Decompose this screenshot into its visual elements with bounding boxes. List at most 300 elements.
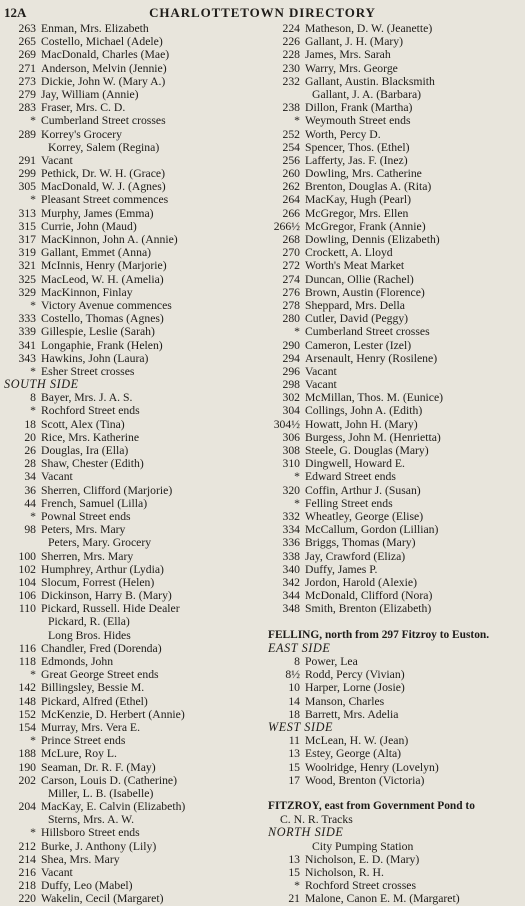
cross-street-note	[4, 668, 259, 681]
directory-entry	[4, 273, 259, 286]
house-number: 279	[18, 87, 36, 101]
entry-text: Murphy, James (Emma)	[41, 206, 154, 220]
house-number: *	[30, 364, 36, 378]
directory-entry	[4, 536, 259, 549]
directory-entry	[4, 655, 259, 668]
house-number: 18	[24, 417, 36, 431]
house-number: 102	[18, 562, 36, 576]
house-number: 220	[18, 892, 36, 906]
cross-street-note	[4, 365, 259, 378]
house-number: 333	[18, 312, 36, 326]
house-number: 298	[282, 378, 300, 392]
house-number: 315	[18, 219, 36, 233]
entry-text: Rice, Mrs. Katherine	[41, 430, 140, 444]
entry-text: Douglas, Ira (Ella)	[41, 444, 129, 457]
entry-text: C. N. R. Tracks	[280, 813, 353, 827]
house-number: 252	[282, 127, 300, 141]
directory-entry	[268, 404, 523, 417]
entry-text: Pethick, Dr. W. H. (Grace)	[41, 167, 165, 181]
house-number: 332	[282, 509, 300, 523]
directory-entry	[268, 589, 523, 602]
entry-text: Wood, Brenton (Victoria)	[305, 773, 425, 787]
directory-entry	[4, 761, 259, 774]
house-number: 100	[18, 549, 36, 563]
directory-entry	[4, 154, 259, 167]
entry-text: Brenton, Douglas A. (Rita)	[305, 180, 432, 194]
house-number: 329	[18, 285, 36, 299]
entry-text: McGregor, Frank (Annie)	[305, 219, 426, 233]
house-number: 339	[18, 325, 36, 339]
entry-text: Edmonds, John	[41, 655, 114, 668]
directory-entry	[268, 708, 523, 721]
entry-text: Dowling, Dennis (Elizabeth)	[305, 233, 440, 246]
directory-entry	[268, 576, 523, 589]
house-number: 336	[282, 536, 300, 550]
directory-entry	[268, 273, 523, 286]
entry-text: Felling Street ends	[305, 496, 393, 510]
entry-text: Vacant	[41, 866, 73, 879]
section-heading	[268, 826, 523, 839]
directory-entry	[268, 48, 523, 61]
entry-text: Edward Street ends	[305, 470, 396, 484]
directory-entry	[4, 444, 259, 457]
entry-text: MacKinnon, John A. (Annie)	[41, 233, 178, 246]
entry-text: Sheppard, Mrs. Della	[305, 298, 405, 312]
directory-entry	[268, 22, 523, 35]
house-number: 110	[18, 602, 36, 616]
directory-entry	[4, 75, 259, 88]
directory-entry	[4, 101, 259, 114]
house-number: 320	[282, 483, 300, 497]
entry-text: Harper, Lorne (Josie)	[305, 681, 405, 695]
entry-text: Crockett, A. Lloyd	[305, 246, 393, 260]
entry-text: Malone, Canon E. M. (Margaret)	[305, 892, 460, 906]
directory-entry	[4, 233, 259, 246]
directory-entry	[4, 892, 259, 905]
directory-entry	[268, 444, 523, 457]
house-number: 226	[282, 35, 300, 49]
entry-text: Pickard, Alfred (Ethel)	[41, 694, 148, 708]
entry-text: Burke, J. Anthony (Lily)	[41, 839, 157, 853]
directory-entry	[268, 220, 523, 233]
page-number: 12A	[4, 5, 27, 20]
house-number: 306	[282, 430, 300, 444]
entry-text: French, Samuel (Lilla)	[41, 496, 148, 510]
directory-entry	[268, 774, 523, 787]
directory-entry	[268, 75, 523, 88]
entry-text: Anderson, Melvin (Jennie)	[41, 61, 167, 75]
house-number: 238	[282, 101, 300, 115]
house-number: 154	[18, 720, 36, 734]
entry-text: Carson, Louis D. (Catherine)	[41, 773, 177, 787]
entry-text: Nicholson, E. D. (Mary)	[305, 852, 420, 866]
directory-entry	[268, 431, 523, 444]
entry-text: Worth's Meat Market	[305, 259, 405, 273]
page-title: CHARLOTTETOWN DIRECTORY	[149, 5, 376, 20]
house-number: 116	[18, 641, 36, 655]
house-number: 341	[18, 338, 36, 352]
directory-entry	[268, 141, 523, 154]
house-number: *	[294, 325, 300, 339]
directory-entry	[4, 523, 259, 536]
house-number: 270	[282, 246, 300, 260]
house-number: 302	[282, 391, 300, 405]
entry-text: EAST SIDE	[268, 641, 331, 655]
entry-text: Lafferty, Jas. F. (Inez)	[305, 153, 408, 167]
entry-text: Korrey's Grocery	[41, 127, 122, 141]
house-number: 348	[282, 602, 300, 616]
house-number: *	[30, 734, 36, 748]
house-number: 26	[24, 444, 36, 457]
directory-entry	[268, 655, 523, 668]
house-number: 8½	[285, 668, 300, 682]
directory-entry	[268, 154, 523, 167]
entry-text: Murray, Mrs. Vera E.	[41, 720, 140, 734]
directory-entry	[4, 576, 259, 589]
house-number: 338	[282, 549, 300, 563]
entry-text: Jordon, Harold (Alexie)	[305, 575, 417, 589]
entry-text: Wheatley, George (Elise)	[305, 509, 424, 523]
house-number: 310	[282, 457, 300, 471]
directory-entry	[4, 497, 259, 510]
house-number: *	[294, 114, 300, 128]
cross-street-note	[4, 734, 259, 747]
house-number: 291	[18, 153, 36, 167]
house-number: 289	[18, 127, 36, 141]
cross-street-note	[4, 114, 259, 127]
directory-entry	[4, 352, 259, 365]
directory-entry	[4, 615, 259, 628]
entry-text: Jay, William (Annie)	[41, 87, 139, 101]
house-number: 188	[18, 747, 36, 761]
entry-text: Duffy, James P.	[305, 562, 378, 576]
house-number: 36	[24, 483, 36, 497]
directory-entry	[268, 418, 523, 431]
directory-entry	[268, 128, 523, 141]
entry-text: Great George Street ends	[41, 668, 159, 682]
entry-text: Vacant	[41, 470, 73, 484]
section-heading	[4, 378, 259, 391]
directory-entry	[268, 207, 523, 220]
entry-text: Woolridge, Henry (Lovelyn)	[305, 760, 439, 774]
house-number: 256	[282, 153, 300, 167]
directory-entry	[268, 339, 523, 352]
directory-entry	[268, 101, 523, 114]
house-number: 264	[282, 193, 300, 207]
entry-text: Arsenault, Henry (Rosilene)	[305, 351, 438, 365]
directory-entry	[268, 365, 523, 378]
entry-text: James, Mrs. Sarah	[305, 48, 391, 62]
directory-entry	[4, 431, 259, 444]
house-number: 34	[24, 470, 36, 484]
directory-entry	[4, 325, 259, 338]
entry-text: Worth, Percy D.	[305, 127, 381, 141]
entry-text: Gallant, Austin. Blacksmith	[305, 74, 435, 88]
entry-text: SOUTH SIDE	[4, 378, 79, 392]
directory-entry	[268, 892, 523, 905]
entry-text: Scott, Alex (Tina)	[41, 417, 125, 431]
house-number: 13	[288, 747, 300, 761]
house-number: 308	[282, 444, 300, 457]
page-header	[4, 5, 521, 21]
house-number: 8	[30, 391, 36, 405]
directory-entry	[4, 207, 259, 220]
house-number: 317	[18, 233, 36, 246]
entry-text: Cutler, David (Peggy)	[305, 312, 409, 326]
entry-text: Hillsboro Street ends	[41, 826, 140, 840]
house-number: *	[30, 404, 36, 418]
entry-text: NORTH SIDE	[268, 826, 344, 840]
entry-text: Long Bros. Hides	[48, 628, 131, 642]
entry-text: Dickinson, Harry B. (Mary)	[41, 589, 172, 603]
house-number: *	[30, 114, 36, 128]
entry-text: Coffin, Arthur J. (Susan)	[305, 483, 421, 497]
entry-text: Pownal Street ends	[41, 509, 131, 523]
house-number: 268	[282, 233, 300, 246]
entry-text: Briggs, Thomas (Mary)	[305, 536, 416, 550]
directory-entry	[4, 813, 259, 826]
house-number: *	[294, 879, 300, 893]
directory-entry	[268, 840, 523, 853]
house-number: 272	[282, 259, 300, 273]
cross-street-note	[268, 879, 523, 892]
entry-text: MacDonald, W. J. (Agnes)	[41, 180, 166, 194]
entry-text: Pickard, R. (Ella)	[48, 615, 130, 629]
directory-entry	[4, 141, 259, 154]
house-number: 269	[18, 48, 36, 62]
directory-entry	[4, 681, 259, 694]
street-heading	[268, 629, 523, 642]
entry-text: Dowling, Mrs. Catherine	[305, 167, 422, 181]
cross-street-note	[4, 826, 259, 839]
entry-text: Weymouth Street ends	[305, 114, 411, 128]
entry-text: MacKay, Hugh (Pearl)	[305, 193, 412, 207]
directory-entry	[268, 681, 523, 694]
house-number: 254	[282, 140, 300, 154]
directory-entry	[4, 418, 259, 431]
entry-text: Estey, George (Alta)	[305, 747, 402, 761]
entry-text: Peters, Mrs. Mary	[41, 523, 126, 537]
entry-text: Cumberland Street crosses	[305, 325, 430, 339]
directory-entry	[268, 88, 523, 101]
house-number: 304	[282, 404, 300, 418]
house-number: 334	[282, 523, 300, 537]
house-number: *	[30, 298, 36, 312]
directory-entry	[4, 246, 259, 259]
entry-text: Slocum, Forrest (Helen)	[41, 575, 155, 589]
house-number: 152	[18, 707, 36, 721]
entry-text: Steele, G. Douglas (Mary)	[305, 444, 429, 457]
house-number: 319	[18, 246, 36, 260]
entry-text: McMillan, Thos. M. (Eunice)	[305, 391, 444, 405]
house-number: 265	[18, 35, 36, 49]
entry-text: MacKay, E. Calvin (Elizabeth)	[41, 800, 186, 814]
directory-entry	[4, 484, 259, 497]
house-number: 104	[18, 575, 36, 589]
directory-entry	[268, 523, 523, 536]
entry-text: Costello, Michael (Adele)	[41, 35, 163, 49]
house-number: 190	[18, 760, 36, 774]
entry-text: McLure, Roy L.	[41, 747, 117, 761]
directory-entry	[4, 312, 259, 325]
house-number: 98	[24, 523, 36, 537]
entry-text: Burgess, John M. (Henrietta)	[305, 430, 441, 444]
directory-entry	[4, 220, 259, 233]
directory-entry	[268, 62, 523, 75]
directory-entry	[268, 536, 523, 549]
house-number: 290	[282, 338, 300, 352]
directory-entry	[268, 563, 523, 576]
entry-text: Miller, L. B. (Isabelle)	[48, 786, 154, 800]
house-number: 118	[18, 655, 36, 668]
directory-entry	[4, 629, 259, 642]
house-number: 216	[18, 866, 36, 879]
cross-street-note	[4, 193, 259, 206]
entry-text: Wakelin, Cecil (Margaret)	[41, 892, 164, 906]
directory-entry	[4, 470, 259, 483]
house-number: 263	[18, 22, 36, 35]
entry-text: Chandler, Fred (Dorenda)	[41, 641, 162, 655]
entry-text: City Pumping Station	[312, 839, 414, 853]
entry-text: Cameron, Lester (Izel)	[305, 338, 412, 352]
directory-entry	[268, 695, 523, 708]
directory-entry	[268, 180, 523, 193]
directory-entry	[268, 866, 523, 879]
house-number: *	[30, 826, 36, 840]
directory-entry	[4, 879, 259, 892]
directory-entry	[268, 853, 523, 866]
entry-text: Cumberland Street crosses	[41, 114, 166, 128]
house-number: 305	[18, 180, 36, 194]
directory-entry	[4, 167, 259, 180]
directory-entry	[4, 774, 259, 787]
directory-entry	[4, 550, 259, 563]
directory-entry	[268, 457, 523, 470]
entry-text: Currie, John (Maud)	[41, 219, 137, 233]
entry-text: Gallant, J. H. (Mary)	[305, 35, 404, 49]
house-number: 204	[18, 800, 36, 814]
entry-text: Korrey, Salem (Regina)	[48, 140, 160, 154]
directory-entry	[268, 312, 523, 325]
spacer	[268, 787, 523, 800]
directory-entry	[4, 88, 259, 101]
directory-entry	[4, 563, 259, 576]
entry-text: Smith, Brenton (Elizabeth)	[305, 602, 432, 616]
entry-text: Power, Lea	[305, 655, 358, 668]
entry-text: McKenzie, D. Herbert (Annie)	[41, 707, 185, 721]
directory-entry	[268, 484, 523, 497]
house-number: 10	[288, 681, 300, 695]
directory-entry	[4, 286, 259, 299]
entry-text: Manson, Charles	[305, 694, 385, 708]
entry-text: Spencer, Thos. (Ethel)	[305, 140, 410, 154]
house-number: 325	[18, 272, 36, 286]
entry-text: McGregor, Mrs. Ellen	[305, 206, 409, 220]
entry-text: FITZROY, east from Government Pond to	[268, 800, 475, 813]
entry-text: WEST SIDE	[268, 720, 334, 734]
entry-text: Howatt, John H. (Mary)	[305, 417, 418, 431]
entry-text: Enman, Mrs. Elizabeth	[41, 22, 149, 35]
house-number: 148	[18, 694, 36, 708]
house-number: 202	[18, 773, 36, 787]
entry-text: Billingsley, Bessie M.	[41, 681, 145, 695]
entry-text: Matheson, D. W. (Jeanette)	[305, 22, 433, 35]
directory-entry	[268, 391, 523, 404]
directory-entry	[268, 352, 523, 365]
house-number: 232	[282, 74, 300, 88]
house-number: *	[30, 509, 36, 523]
house-number: 283	[18, 101, 36, 115]
house-number: 214	[18, 852, 36, 866]
entry-text: Hawkins, John (Laura)	[41, 351, 149, 365]
directory-entry	[4, 589, 259, 602]
directory-entry	[4, 721, 259, 734]
house-number: 11	[288, 734, 300, 748]
entry-text: Sherren, Clifford (Marjorie)	[41, 483, 173, 497]
directory-entry	[268, 734, 523, 747]
house-number: 218	[18, 879, 36, 893]
house-number: 21	[288, 892, 300, 906]
entry-text: Warry, Mrs. George	[305, 61, 398, 75]
entry-text: MacKinnon, Finlay	[41, 285, 133, 299]
directory-entry	[268, 299, 523, 312]
house-number: 321	[18, 259, 36, 273]
house-number: *	[30, 668, 36, 682]
entry-text: McCallum, Gordon (Lillian)	[305, 523, 439, 537]
directory-entry	[4, 853, 259, 866]
house-number: 278	[282, 298, 300, 312]
entry-text: Shea, Mrs. Mary	[41, 852, 120, 866]
directory-entry	[4, 642, 259, 655]
house-number: 8	[294, 655, 300, 668]
directory-entry	[268, 668, 523, 681]
directory-entry	[268, 550, 523, 563]
cross-street-note	[268, 497, 523, 510]
right-column	[268, 22, 523, 906]
entry-text: FELLING, north from 297 Fitzroy to Euston.	[268, 628, 490, 641]
entry-text: Jay, Crawford (Eliza)	[305, 549, 406, 563]
entry-text: McDonald, Clifford (Nora)	[305, 589, 433, 603]
house-number: 344	[282, 589, 300, 603]
house-number: 274	[282, 272, 300, 286]
entry-text: Duffy, Leo (Mabel)	[41, 879, 133, 893]
directory-entry	[268, 259, 523, 272]
entry-text: Fraser, Mrs. C. D.	[41, 101, 126, 115]
directory-entry	[4, 62, 259, 75]
entry-text: Esher Street crosses	[41, 364, 135, 378]
directory-entry	[268, 747, 523, 760]
directory-entry	[4, 840, 259, 853]
directory-entry	[268, 761, 523, 774]
entry-text: Rodd, Percy (Vivian)	[305, 668, 405, 682]
house-number: 17	[288, 773, 300, 787]
house-number: 299	[18, 167, 36, 181]
entry-text: McInnis, Henry (Marjorie)	[41, 259, 167, 273]
cross-street-note	[268, 114, 523, 127]
house-number: 15	[288, 760, 300, 774]
directory-entry	[4, 800, 259, 813]
directory-entry	[4, 22, 259, 35]
directory-entry	[4, 787, 259, 800]
house-number: 273	[18, 74, 36, 88]
house-number: 230	[282, 61, 300, 75]
house-number: 304½	[273, 417, 300, 431]
directory-entry	[268, 602, 523, 615]
directory-entry	[4, 48, 259, 61]
house-number: 260	[282, 167, 300, 181]
house-number: 15	[288, 866, 300, 879]
cross-street-note	[4, 404, 259, 417]
